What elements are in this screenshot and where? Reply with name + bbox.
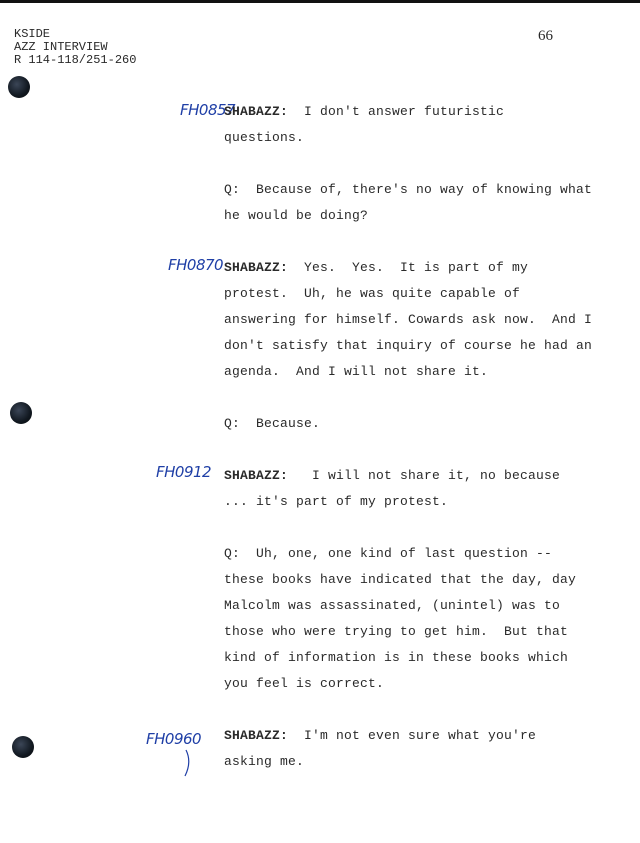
speech-text: I don't answer futuristic — [288, 104, 505, 119]
speaker-label: SHABAZZ: — [224, 468, 289, 483]
speaker-label: SHABAZZ: — [224, 260, 289, 275]
transcript-line — [224, 260, 528, 275]
transcript-line: these books have indicated that the day, day — [224, 572, 577, 587]
handwritten-annotation: FH0960 — [146, 730, 202, 748]
transcript-line: questions. — [224, 130, 305, 145]
transcript-line: Q: Because. — [224, 416, 321, 431]
punch-hole-icon — [12, 736, 34, 758]
page-top-edge — [0, 0, 640, 3]
header-line-3: R 114-118/251-260 — [14, 53, 137, 67]
pen-stroke-icon — [180, 748, 196, 780]
transcript-line: those who were trying to get him. But that — [224, 624, 569, 639]
transcript-line: ... it's part of my protest. — [224, 494, 449, 509]
header-line-2: AZZ INTERVIEW — [14, 40, 108, 54]
speaker-label: SHABAZZ: — [224, 104, 289, 119]
transcript-line: Q: Because of, there's no way of knowing what — [224, 182, 593, 197]
transcript-line — [224, 104, 504, 119]
punch-hole-icon — [8, 76, 30, 98]
transcript-line: protest. Uh, he was quite capable of — [224, 286, 521, 301]
speech-text: I will not share it, no because — [288, 468, 561, 483]
transcript-line — [224, 728, 536, 743]
transcript-line: don't satisfy that inquiry of course he had an — [224, 338, 593, 353]
transcript-line: he would be doing? — [224, 208, 369, 223]
handwritten-annotation: FH0870 — [168, 256, 224, 274]
speaker-label: SHABAZZ: — [224, 728, 289, 743]
page-number: 66 — [538, 28, 553, 44]
transcript-line: Q: Uh, one, one kind of last question -- — [224, 546, 553, 561]
speech-text: Yes. Yes. It is part of my — [288, 260, 529, 275]
transcript-line: agenda. And I will not share it. — [224, 364, 489, 379]
handwritten-annotation: FH0912 — [156, 463, 212, 481]
punch-hole-icon — [10, 402, 32, 424]
transcript-line: asking me. — [224, 754, 305, 769]
transcript-line: kind of information is in these books which — [224, 650, 569, 665]
handwritten-annotation: FH0857 — [180, 101, 236, 119]
header-line-1: KSIDE — [14, 27, 51, 41]
speech-text: I'm not even sure what you're — [288, 728, 537, 743]
transcript-line: you feel is correct. — [224, 676, 385, 691]
transcript-line — [224, 468, 560, 483]
transcript-line: Malcolm was assassinated, (unintel) was to — [224, 598, 561, 613]
transcript-line: answering for himself. Cowards ask now. And I — [224, 312, 593, 327]
